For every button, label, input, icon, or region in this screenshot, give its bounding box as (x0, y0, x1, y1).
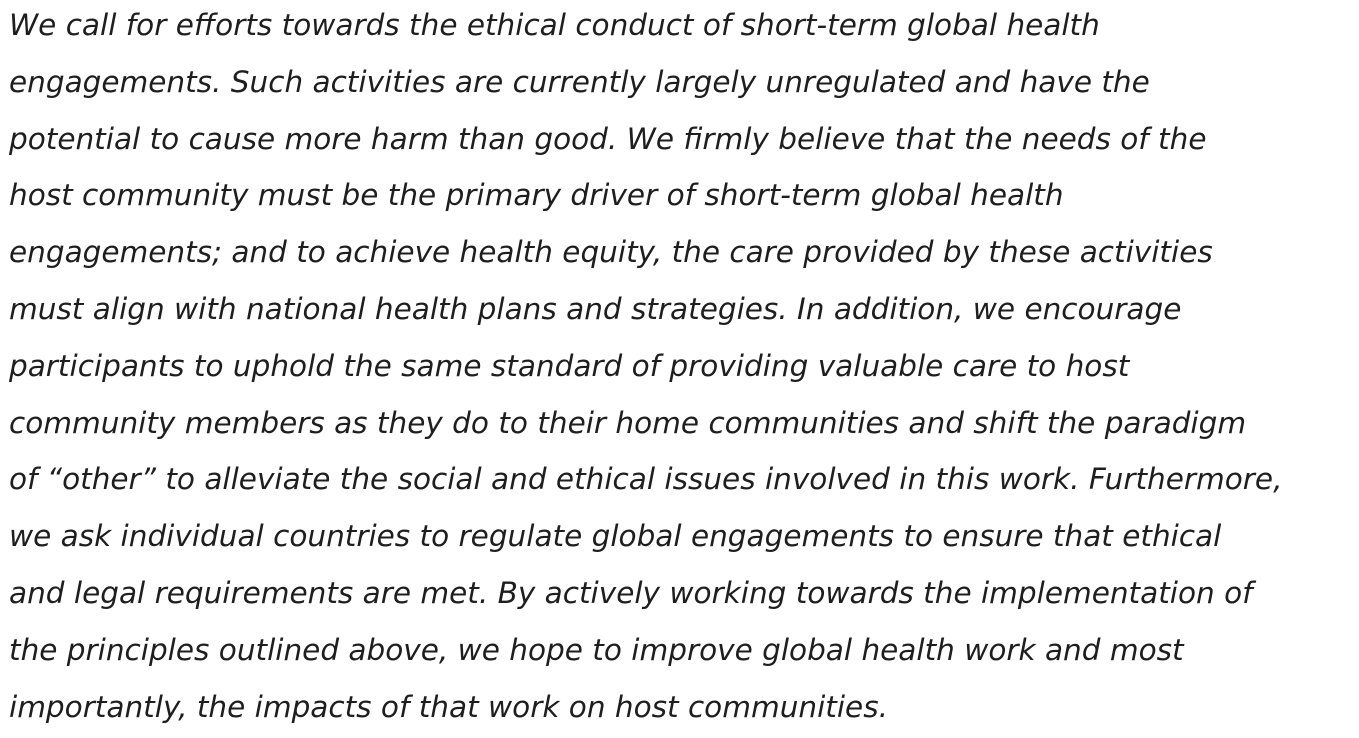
paragraph-line: participants to uphold the same standard of providing valuable care to host (9, 348, 1130, 383)
paragraph-line: host community must be the primary driver of short-term global health (9, 178, 1064, 213)
paragraph-line: potential to cause more harm than good. We firmly believe that the needs of the (9, 121, 1207, 156)
paragraph-line: engagements; and to achieve health equity, the care provided by these activities (9, 235, 1213, 270)
body-paragraph (9, 0, 1354, 738)
paragraph-line: the principles outlined above, we hope to improve global health work and most (9, 632, 1184, 667)
paragraph-line: and legal requirements are met. By actively working towards the implementation of (9, 575, 1253, 610)
paragraph-line: engagements. Such activities are currently largely unregulated and have the (9, 64, 1150, 99)
paragraph-line: importantly, the impacts of that work on host communities. (9, 689, 888, 724)
paragraph-line: community members as they do to their home communities and shift the paradigm (9, 405, 1247, 440)
paragraph-line: We call for efforts towards the ethical conduct of short-term global health (9, 8, 1100, 42)
paragraph-line: must align with national health plans and strategies. In addition, we encourage (9, 291, 1182, 326)
paragraph-line: we ask individual countries to regulate global engagements to ensure that ethical (9, 519, 1222, 554)
paragraph-line: of “other” to alleviate the social and ethical issues involved in this work. Furthermore, (9, 462, 1283, 497)
